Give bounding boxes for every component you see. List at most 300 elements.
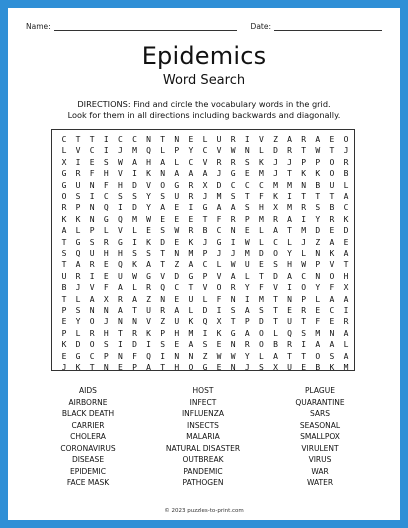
grid-letter[interactable]: O (315, 351, 321, 361)
grid-letter[interactable]: H (258, 203, 264, 213)
grid-letter[interactable]: T (230, 317, 236, 327)
grid-letter[interactable]: D (202, 306, 208, 315)
grid-letter[interactable]: S (89, 237, 95, 247)
grid-letter[interactable]: U (75, 180, 81, 190)
grid-letter[interactable]: P (301, 157, 307, 167)
grid-letter[interactable]: J (244, 363, 250, 372)
grid-letter[interactable]: X (343, 283, 349, 293)
grid-letter[interactable]: A (160, 203, 166, 213)
grid-letter[interactable]: P (315, 260, 321, 270)
grid-letter[interactable]: J (117, 146, 123, 156)
grid-letter[interactable]: G (188, 271, 194, 281)
grid-letter[interactable]: W (301, 260, 307, 270)
grid-letter[interactable]: A (89, 294, 95, 304)
grid-letter[interactable]: L (202, 294, 208, 304)
grid-letter[interactable]: G (61, 180, 67, 190)
grid-letter[interactable]: R (61, 203, 67, 213)
grid-letter[interactable]: T (301, 317, 307, 327)
grid-letter[interactable]: I (343, 306, 349, 315)
grid-letter[interactable]: E (174, 214, 180, 224)
grid-letter[interactable]: R (301, 306, 307, 315)
grid-letter[interactable]: K (75, 363, 81, 372)
grid-letter[interactable]: R (103, 237, 109, 247)
grid-letter[interactable]: N (301, 180, 307, 190)
grid-letter[interactable]: Y (315, 214, 321, 224)
grid-letter[interactable]: V (202, 283, 208, 293)
grid-letter[interactable]: R (75, 169, 81, 179)
grid-letter[interactable]: Q (146, 146, 151, 156)
grid-letter[interactable]: A (202, 169, 208, 179)
grid-letter[interactable]: B (315, 180, 321, 190)
grid-letter[interactable]: O (258, 328, 264, 338)
grid-letter[interactable]: R (89, 328, 95, 338)
grid-letter[interactable]: J (202, 192, 208, 201)
grid-letter[interactable]: C (89, 351, 95, 361)
grid-letter[interactable]: R (230, 157, 236, 167)
grid-letter[interactable]: C (202, 260, 208, 270)
grid-letter[interactable]: D (132, 203, 137, 213)
grid-letter[interactable]: L (174, 157, 180, 167)
grid-letter[interactable]: X (103, 294, 109, 304)
grid-letter[interactable]: K (315, 169, 321, 179)
grid-letter[interactable]: B (315, 363, 321, 372)
grid-letter[interactable]: O (258, 340, 264, 350)
grid-letter[interactable]: Q (75, 249, 81, 258)
grid-letter[interactable]: T (188, 283, 194, 293)
grid-letter[interactable]: J (103, 317, 109, 327)
grid-letter[interactable]: T (273, 294, 278, 304)
grid-letter[interactable]: H (103, 169, 109, 179)
grid-letter[interactable]: S (103, 157, 109, 167)
grid-letter[interactable]: N (146, 135, 151, 144)
grid-letter[interactable]: Q (202, 317, 208, 327)
grid-letter[interactable]: Q (160, 283, 166, 293)
grid-letter[interactable]: R (343, 317, 349, 327)
grid-letter[interactable]: K (273, 192, 278, 201)
grid-letter[interactable]: S (258, 363, 264, 372)
grid-letter[interactable]: N (117, 317, 123, 327)
grid-letter[interactable]: J (273, 157, 278, 167)
grid-letter[interactable]: I (244, 294, 250, 304)
grid-letter[interactable]: Q (117, 260, 123, 270)
grid-letter[interactable]: N (89, 306, 95, 315)
grid-letter[interactable]: R (216, 157, 222, 167)
grid-letter[interactable]: F (315, 317, 321, 327)
grid-letter[interactable]: Y (75, 317, 81, 327)
grid-letter[interactable]: V (273, 283, 278, 293)
grid-letter[interactable]: N (315, 271, 321, 281)
grid-letter[interactable]: U (188, 294, 194, 304)
grid-letter[interactable]: L (160, 146, 166, 156)
grid-letter[interactable]: V (216, 271, 222, 281)
grid-letter[interactable]: T (117, 328, 123, 338)
grid-letter[interactable]: F (89, 169, 95, 179)
grid-letter[interactable]: O (343, 135, 349, 144)
grid-letter[interactable]: M (132, 214, 137, 224)
grid-letter[interactable]: J (75, 283, 81, 293)
grid-letter[interactable]: V (75, 146, 81, 156)
grid-letter[interactable]: T (329, 192, 335, 201)
grid-letter[interactable]: V (160, 271, 166, 281)
grid-letter[interactable]: G (202, 203, 208, 213)
grid-letter[interactable]: M (132, 146, 137, 156)
grid-letter[interactable]: M (258, 294, 264, 304)
grid-letter[interactable]: K (258, 157, 264, 167)
grid-letter[interactable]: V (258, 135, 264, 144)
grid-letter[interactable]: L (75, 294, 81, 304)
grid-letter[interactable]: G (216, 237, 222, 247)
grid-letter[interactable]: H (174, 363, 180, 372)
grid-letter[interactable]: V (216, 146, 222, 156)
grid-letter[interactable]: U (146, 306, 151, 315)
grid-letter[interactable]: T (258, 271, 264, 281)
grid-letter[interactable]: E (188, 135, 194, 144)
grid-letter[interactable]: R (273, 214, 278, 224)
grid-letter[interactable]: K (188, 317, 194, 327)
grid-letter[interactable]: L (258, 237, 264, 247)
grid-letter[interactable]: T (315, 192, 321, 201)
grid-letter[interactable]: V (146, 180, 151, 190)
grid-letter[interactable]: E (188, 214, 194, 224)
grid-letter[interactable]: T (329, 146, 335, 156)
grid-letter[interactable]: C (188, 157, 194, 167)
grid-letter[interactable]: L (258, 351, 264, 361)
grid-letter[interactable]: B (61, 283, 67, 293)
grid-letter[interactable]: I (160, 351, 166, 361)
grid-letter[interactable]: C (301, 271, 307, 281)
grid-letter[interactable]: P (202, 271, 208, 281)
grid-letter[interactable]: R (301, 203, 307, 213)
grid-letter[interactable]: H (103, 249, 109, 258)
grid-letter[interactable]: X (273, 363, 278, 372)
grid-letter[interactable]: Y (244, 351, 250, 361)
grid-letter[interactable]: P (61, 328, 67, 338)
grid-letter[interactable]: I (103, 135, 109, 144)
grid-letter[interactable]: D (343, 226, 349, 236)
grid-letter[interactable]: L (343, 340, 349, 350)
grid-letter[interactable]: E (174, 203, 180, 213)
grid-letter[interactable]: R (244, 340, 250, 350)
grid-letter[interactable]: I (230, 237, 236, 247)
date-field[interactable] (274, 22, 382, 31)
grid-letter[interactable]: C (103, 192, 109, 201)
grid-letter[interactable]: U (117, 271, 123, 281)
grid-letter[interactable]: D (273, 146, 278, 156)
grid-letter[interactable]: H (146, 157, 151, 167)
grid-letter[interactable]: H (343, 271, 349, 281)
grid-letter[interactable]: M (216, 192, 222, 201)
grid-letter[interactable]: L (202, 135, 208, 144)
grid-letter[interactable]: A (273, 351, 278, 361)
grid-letter[interactable]: F (329, 283, 335, 293)
grid-letter[interactable]: K (301, 169, 307, 179)
grid-letter[interactable]: S (103, 340, 109, 350)
grid-letter[interactable]: X (61, 157, 67, 167)
grid-letter[interactable]: N (230, 363, 236, 372)
grid-letter[interactable]: A (132, 294, 137, 304)
grid-letter[interactable]: S (329, 351, 335, 361)
grid-letter[interactable]: N (230, 294, 236, 304)
grid-letter[interactable]: T (160, 260, 166, 270)
grid-letter[interactable]: N (160, 294, 166, 304)
grid-letter[interactable]: E (174, 340, 180, 350)
grid-letter[interactable]: T (160, 135, 166, 144)
grid-letter[interactable]: E (216, 340, 222, 350)
grid-letter[interactable]: F (216, 294, 222, 304)
grid-letter[interactable]: W (132, 271, 137, 281)
grid-letter[interactable]: P (160, 328, 166, 338)
grid-letter[interactable]: A (329, 340, 335, 350)
grid-letter[interactable]: W (117, 157, 123, 167)
grid-letter[interactable]: E (89, 157, 95, 167)
grid-letter[interactable]: B (202, 226, 208, 236)
grid-letter[interactable]: N (287, 294, 292, 304)
grid-letter[interactable]: K (132, 260, 137, 270)
grid-letter[interactable]: U (287, 317, 292, 327)
grid-letter[interactable]: D (160, 237, 166, 247)
grid-letter[interactable]: L (343, 180, 349, 190)
name-field[interactable] (54, 22, 237, 31)
grid-letter[interactable]: Z (315, 237, 321, 247)
grid-letter[interactable]: O (273, 249, 278, 258)
grid-letter[interactable]: J (273, 169, 278, 179)
grid-letter[interactable]: J (301, 237, 307, 247)
grid-letter[interactable]: G (230, 328, 236, 338)
grid-letter[interactable]: C (343, 203, 349, 213)
grid-letter[interactable]: N (188, 351, 194, 361)
grid-letter[interactable]: C (132, 135, 137, 144)
grid-letter[interactable]: L (258, 226, 264, 236)
grid-letter[interactable]: G (61, 169, 67, 179)
grid-letter[interactable]: C (89, 146, 95, 156)
grid-letter[interactable]: T (202, 214, 208, 224)
grid-letter[interactable]: D (132, 180, 137, 190)
grid-letter[interactable]: P (61, 306, 67, 315)
grid-letter[interactable]: I (117, 203, 123, 213)
grid-letter[interactable]: R (230, 135, 236, 144)
grid-letter[interactable]: O (329, 169, 335, 179)
grid-letter[interactable]: C (244, 180, 250, 190)
grid-letter[interactable]: T (89, 363, 95, 372)
grid-letter[interactable]: P (244, 214, 250, 224)
grid-letter[interactable]: Z (146, 294, 151, 304)
grid-letter[interactable]: J (61, 363, 67, 372)
grid-letter[interactable]: E (61, 317, 67, 327)
grid-letter[interactable]: V (329, 260, 335, 270)
grid-letter[interactable]: R (132, 328, 137, 338)
grid-letter[interactable]: E (315, 306, 321, 315)
grid-letter[interactable]: S (75, 306, 81, 315)
grid-letter[interactable]: R (287, 146, 292, 156)
grid-letter[interactable]: A (343, 192, 349, 201)
grid-letter[interactable]: G (103, 214, 109, 224)
grid-letter[interactable]: J (287, 157, 292, 167)
grid-letter[interactable]: A (230, 271, 236, 281)
grid-letter[interactable]: N (174, 351, 180, 361)
grid-letter[interactable]: C (202, 146, 208, 156)
grid-letter[interactable]: Y (188, 146, 194, 156)
grid-letter[interactable]: A (188, 260, 194, 270)
grid-letter[interactable]: A (329, 237, 335, 247)
grid-letter[interactable]: E (117, 363, 123, 372)
grid-letter[interactable]: T (273, 306, 278, 315)
grid-letter[interactable]: I (132, 237, 137, 247)
grid-letter[interactable]: E (103, 260, 109, 270)
grid-letter[interactable]: Q (103, 203, 109, 213)
grid-letter[interactable]: H (103, 328, 109, 338)
grid-letter[interactable]: V (146, 317, 151, 327)
grid-letter[interactable]: U (174, 192, 180, 201)
grid-letter[interactable]: D (258, 249, 264, 258)
grid-letter[interactable]: T (287, 169, 292, 179)
grid-letter[interactable]: R (301, 135, 307, 144)
grid-letter[interactable]: T (244, 192, 250, 201)
grid-letter[interactable]: B (343, 169, 349, 179)
grid-letter[interactable]: E (216, 363, 222, 372)
grid-letter[interactable]: I (89, 271, 95, 281)
grid-letter[interactable]: A (188, 169, 194, 179)
grid-letter[interactable]: Z (174, 260, 180, 270)
grid-letter[interactable]: O (89, 340, 95, 350)
grid-letter[interactable]: I (202, 328, 208, 338)
grid-letter[interactable]: K (75, 214, 81, 224)
grid-letter[interactable]: I (117, 340, 123, 350)
grid-letter[interactable]: M (258, 169, 264, 179)
grid-letter[interactable]: A (315, 135, 321, 144)
grid-letter[interactable]: L (75, 226, 81, 236)
grid-letter[interactable]: T (75, 135, 81, 144)
grid-letter[interactable]: D (216, 180, 222, 190)
grid-letter[interactable]: T (160, 249, 166, 258)
grid-letter[interactable]: N (103, 363, 109, 372)
grid-letter[interactable]: T (273, 317, 278, 327)
grid-letter[interactable]: A (343, 249, 349, 258)
grid-letter[interactable]: S (301, 328, 307, 338)
grid-letter[interactable]: C (61, 135, 67, 144)
grid-letter[interactable]: K (343, 214, 349, 224)
grid-letter[interactable]: U (174, 317, 180, 327)
grid-letter[interactable]: S (75, 192, 81, 201)
grid-letter[interactable]: O (160, 180, 166, 190)
grid-letter[interactable]: R (160, 306, 166, 315)
grid-letter[interactable]: J (343, 146, 349, 156)
grid-letter[interactable]: S (244, 203, 250, 213)
grid-letter[interactable]: K (61, 340, 67, 350)
grid-letter[interactable]: M (315, 328, 321, 338)
grid-letter[interactable]: C (329, 306, 335, 315)
grid-letter[interactable]: Z (273, 135, 278, 144)
grid-letter[interactable]: I (287, 192, 292, 201)
grid-letter[interactable]: I (89, 192, 95, 201)
grid-letter[interactable]: O (188, 363, 194, 372)
grid-letter[interactable]: A (343, 294, 349, 304)
grid-letter[interactable]: G (230, 169, 236, 179)
grid-letter[interactable]: H (287, 260, 292, 270)
grid-letter[interactable]: R (188, 192, 194, 201)
grid-letter[interactable]: L (216, 260, 222, 270)
grid-letter[interactable]: J (202, 237, 208, 247)
grid-letter[interactable]: I (103, 146, 109, 156)
grid-letter[interactable]: X (216, 317, 222, 327)
grid-letter[interactable]: W (230, 260, 236, 270)
grid-letter[interactable]: D (75, 340, 81, 350)
grid-letter[interactable]: P (103, 351, 109, 361)
grid-letter[interactable]: S (230, 306, 236, 315)
grid-letter[interactable]: M (188, 328, 194, 338)
grid-letter[interactable]: E (343, 237, 349, 247)
grid-letter[interactable]: W (315, 146, 321, 156)
grid-letter[interactable]: P (244, 317, 250, 327)
grid-letter[interactable]: N (103, 306, 109, 315)
grid-letter[interactable]: L (301, 249, 307, 258)
grid-letter[interactable]: N (230, 340, 236, 350)
grid-letter[interactable]: C (273, 237, 278, 247)
grid-letter[interactable]: O (61, 192, 67, 201)
grid-letter[interactable]: T (287, 351, 292, 361)
grid-letter[interactable]: R (188, 180, 194, 190)
grid-letter[interactable]: A (244, 328, 250, 338)
grid-letter[interactable]: E (61, 351, 67, 361)
grid-letter[interactable]: S (132, 192, 137, 201)
grid-letter[interactable]: I (301, 340, 307, 350)
grid-letter[interactable]: V (89, 283, 95, 293)
grid-letter[interactable]: S (61, 249, 67, 258)
grid-letter[interactable]: P (301, 294, 307, 304)
grid-letter[interactable]: G (146, 271, 151, 281)
grid-letter[interactable]: T (301, 146, 307, 156)
grid-letter[interactable]: A (117, 306, 123, 315)
grid-letter[interactable]: T (61, 260, 67, 270)
grid-letter[interactable]: P (132, 363, 137, 372)
grid-letter[interactable]: Z (160, 317, 166, 327)
grid-letter[interactable]: N (315, 249, 321, 258)
grid-letter[interactable]: E (329, 226, 335, 236)
grid-letter[interactable]: D (258, 317, 264, 327)
grid-letter[interactable]: D (273, 271, 278, 281)
grid-letter[interactable]: A (174, 306, 180, 315)
grid-letter[interactable]: S (230, 192, 236, 201)
grid-letter[interactable]: A (61, 226, 67, 236)
grid-letter[interactable]: E (301, 363, 307, 372)
grid-letter[interactable]: F (258, 192, 264, 201)
grid-letter[interactable]: E (244, 169, 250, 179)
grid-letter[interactable]: E (329, 317, 335, 327)
grid-letter[interactable]: R (230, 214, 236, 224)
grid-letter[interactable]: S (202, 340, 208, 350)
grid-letter[interactable]: T (343, 260, 349, 270)
grid-letter[interactable]: I (132, 169, 137, 179)
grid-letter[interactable]: A (343, 328, 349, 338)
grid-letter[interactable]: D (132, 340, 137, 350)
grid-letter[interactable]: O (216, 283, 222, 293)
grid-letter[interactable]: I (287, 283, 292, 293)
grid-letter[interactable]: U (61, 271, 67, 281)
grid-letter[interactable]: A (287, 135, 292, 144)
grid-letter[interactable]: E (160, 214, 166, 224)
grid-letter[interactable]: K (188, 237, 194, 247)
grid-letter[interactable]: I (146, 340, 151, 350)
grid-letter[interactable]: S (160, 192, 166, 201)
grid-letter[interactable]: F (216, 214, 222, 224)
grid-letter[interactable]: D (174, 271, 180, 281)
grid-letter[interactable]: P (202, 249, 208, 258)
grid-letter[interactable]: E (174, 294, 180, 304)
grid-letter[interactable]: M (244, 249, 250, 258)
grid-letter[interactable]: C (216, 226, 222, 236)
grid-letter[interactable]: P (89, 226, 95, 236)
grid-letter[interactable]: T (301, 192, 307, 201)
grid-letter[interactable]: W (146, 214, 151, 224)
